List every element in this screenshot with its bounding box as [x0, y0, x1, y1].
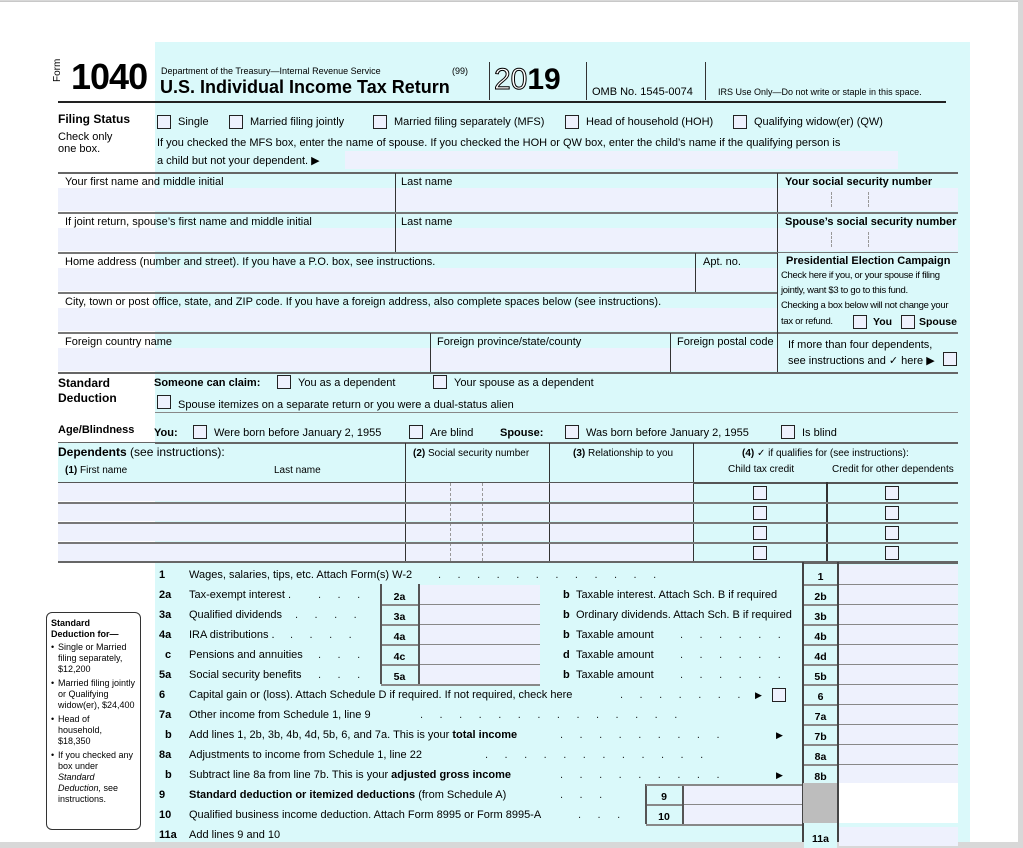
line-4b-box-label: 4b	[804, 628, 837, 646]
more-dependents-line1: If more than four dependents,	[788, 339, 933, 351]
dependents-col1-header	[65, 465, 127, 476]
standard-deduction-heading	[58, 376, 117, 406]
line-l10-number: 10	[159, 809, 172, 821]
desc-bold: Standard deduction or itemized deductions	[189, 789, 416, 801]
dependent-name-input[interactable]	[58, 523, 405, 541]
last-name-label: Last name	[401, 176, 453, 188]
col4-num: (4)	[742, 448, 755, 459]
line-1-box-label: 1	[804, 568, 837, 586]
leader-dots: . . . . . .	[680, 669, 781, 681]
leader-dots: . . . . . . . . .	[560, 769, 720, 781]
spouse-as-dependent-checkbox[interactable]	[433, 375, 447, 389]
line-l4a-number: 4a	[159, 629, 172, 641]
foreign-country-label: Foreign country name	[65, 336, 172, 348]
tax-year-bold: 19	[527, 63, 561, 96]
ssn-divider	[482, 543, 483, 561]
line-2b-box-label: 2b	[804, 588, 837, 606]
desc-text: Subtract line 8a from line 7b. This is your	[189, 769, 392, 781]
line-l2b-letter: b	[563, 589, 570, 601]
other-dependents-credit-header: Credit for other dependents	[832, 464, 954, 475]
col3-label: Relationship to you	[588, 448, 674, 459]
std-title-line2: Deduction	[58, 391, 117, 405]
leader-dots: . . . . . .	[680, 649, 781, 661]
leader-dots: . . . . . . . . . . . .	[485, 749, 704, 761]
line-l10-description: Qualified business income deduction. Attach Form 8995 or Form 8995-A	[189, 809, 542, 821]
foreign-country-input[interactable]	[58, 348, 430, 371]
married-separately-label: Married filing separately (MFS)	[394, 116, 545, 128]
sidebar-last-pre: If you checked any box under	[58, 750, 134, 771]
line-l9-number: 9	[159, 789, 166, 801]
line-1-amount-input[interactable]	[839, 565, 958, 584]
line-l3a-number: 3a	[159, 609, 172, 621]
line-l9-description	[189, 789, 506, 801]
dependents-col4-header	[742, 448, 909, 459]
spouse-itemizes-label: Spouse itemizes on a separate return or you were a dual-status alien	[178, 399, 514, 411]
you-as-dependent-checkbox[interactable]	[277, 375, 291, 389]
line-l6-description: Capital gain or (loss). Attach Schedule D if required. If not required, check here	[189, 689, 573, 701]
col4-label: ✓ if qualifies for (see instructions):	[757, 448, 909, 459]
line-4a-amount-input[interactable]	[419, 625, 540, 644]
dependent-ssn-input[interactable]	[406, 483, 549, 501]
spouse-first-name-label: If joint return, spouse’s first name and middle initial	[65, 216, 312, 228]
tax-year	[494, 62, 561, 98]
line-l5a-number: 5a	[159, 669, 172, 681]
col2-num: (2)	[413, 448, 426, 459]
line-l5a-description: Social security benefits	[189, 669, 302, 681]
line-l2a-number: 2a	[159, 589, 172, 601]
line-2a-box-label: 2a	[382, 588, 417, 606]
filing-status-instruction: If you checked the MFS box, enter the name of spouse. If you checked the HOH or QW box, enter the child’s name if the qualifying person is	[157, 137, 841, 149]
irs-use-only: IRS Use Only—Do not write or staple in this space.	[718, 87, 922, 97]
form-label: Form	[52, 58, 63, 82]
you-as-dependent-label: You as a dependent	[298, 377, 396, 389]
you-blind-label: Are blind	[430, 427, 474, 439]
mid-col-border	[380, 584, 382, 684]
qualifying-widow-checkbox[interactable]	[733, 115, 747, 129]
sidebar-title-line2: Deduction for—	[51, 629, 119, 639]
line-7b-box-label: 7b	[804, 728, 837, 746]
line-l4b-description: Taxable amount	[576, 629, 654, 641]
line-2a-amount-input[interactable]	[419, 585, 540, 604]
child-tax-credit-checkbox[interactable]	[753, 506, 767, 520]
line-8a-box-label: 8a	[804, 748, 837, 766]
campaign-spouse-checkbox[interactable]	[901, 315, 915, 329]
ssn-label: Your social security number	[785, 176, 933, 188]
you-blind-checkbox[interactable]	[409, 425, 423, 439]
line-l7a-description: Other income from Schedule 1, line 9	[189, 709, 371, 721]
arrow-icon: ▶	[755, 690, 762, 700]
age-blindness-heading: Age/Blindness	[58, 424, 135, 436]
single-label: Single	[178, 116, 209, 128]
sidebar-item-single: • Single or Married filing separately, $12,200	[51, 642, 136, 675]
campaign-line2: jointly, want $3 to go to this fund.	[781, 285, 908, 296]
line-l3a-description: Qualified dividends	[189, 609, 282, 621]
first-name-input[interactable]	[58, 188, 395, 211]
leader-dots: . . . .	[290, 629, 352, 641]
arrow-icon: ▶	[776, 730, 783, 740]
line-l2b-description: Taxable interest. Attach Sch. B if required	[576, 589, 778, 601]
line-l3b-description: Ordinary dividends. Attach Sch. B if required	[576, 609, 792, 621]
ssn-divider	[482, 483, 483, 501]
leader-dots: . . .	[560, 789, 603, 801]
child-tax-credit-checkbox[interactable]	[753, 486, 767, 500]
line-l4d-description: Taxable amount	[576, 649, 654, 661]
campaign-line4: tax or refund.	[781, 316, 833, 327]
qualifying-widow-label: Qualifying widow(er) (QW)	[754, 116, 883, 128]
ssn-divider	[450, 503, 451, 521]
married-jointly-label: Married filing jointly	[250, 116, 345, 128]
line-8b-box-label: 8b	[804, 768, 837, 786]
dependents-title-suffix: (see instructions):	[126, 445, 225, 459]
spouse-blind-label: Is blind	[802, 427, 837, 439]
row-divider	[646, 824, 802, 826]
line-l8b-number: b	[165, 769, 172, 781]
spouse-born-before-checkbox[interactable]	[565, 425, 579, 439]
line-l11a-number: 11a	[159, 829, 177, 841]
sidebar-item-hoh: • Head of household, $18,350	[51, 714, 136, 747]
standard-deduction-sidebar	[46, 612, 141, 830]
other-dependents-credit-checkbox[interactable]	[885, 506, 899, 520]
line-9-amount-input[interactable]	[683, 785, 802, 804]
single-checkbox[interactable]	[157, 115, 171, 129]
head-of-household-checkbox[interactable]	[565, 115, 579, 129]
first-name-label: Your first name and middle initial	[65, 176, 224, 188]
leader-dots: . . . . . . . . . . . . . .	[420, 709, 678, 721]
dependents-col2-header	[413, 448, 529, 459]
sidebar-title	[51, 618, 136, 640]
filing-status-heading: Filing Status	[58, 112, 130, 126]
head-of-household-label: Head of household (HOH)	[586, 116, 714, 128]
spouse-ssn-label: Spouse’s social security number	[785, 216, 957, 228]
campaign-you-label: You	[873, 316, 893, 328]
apt-no-label: Apt. no.	[703, 256, 741, 268]
desc-text: Add lines 1, 2b, 3b, 4b, 4d, 5b, 6, and 7a. This is your	[189, 729, 453, 741]
dependents-title: Dependents	[58, 445, 127, 459]
line-5b-amount-input[interactable]	[839, 665, 958, 684]
line-l1-number: 1	[159, 569, 166, 581]
col1-first: First name	[80, 465, 128, 476]
col1-num: (1)	[65, 465, 78, 476]
line-l4d-letter: d	[563, 649, 570, 661]
ssn-divider	[450, 543, 451, 561]
child-tax-credit-checkbox[interactable]	[753, 546, 767, 560]
other-dependents-credit-checkbox[interactable]	[885, 526, 899, 540]
campaign-line3: Checking a box below will not change your	[781, 300, 949, 311]
line-l4c-description: Pensions and annuities	[189, 649, 303, 661]
blank-right-area	[839, 783, 958, 823]
line-4b-amount-input[interactable]	[839, 625, 958, 644]
line-4d-box-label: 4d	[804, 648, 837, 666]
dependents-heading	[58, 445, 225, 459]
age-you-label: You:	[154, 427, 178, 439]
line-5a-box-label: 5a	[382, 668, 417, 686]
line-8a-amount-input[interactable]	[839, 745, 958, 764]
more-dependents-line2: see instructions and ✓ here ▶	[788, 355, 935, 367]
std-title-line1: Standard	[58, 376, 111, 390]
line-l4a-description: IRA distributions .	[189, 629, 275, 641]
spouse-as-dependent-label: Your spouse as a dependent	[454, 377, 594, 389]
line-11a-box-label: 11a	[804, 830, 837, 848]
spouse-itemizes-checkbox[interactable]	[157, 395, 171, 409]
you-born-before-label: Were born before January 2, 1955	[214, 427, 382, 439]
foreign-postal-label: Foreign postal code	[677, 336, 774, 348]
col3-num: (3)	[573, 448, 586, 459]
line-l7a-number: 7a	[159, 709, 172, 721]
desc-bold: total income	[452, 729, 518, 741]
leader-dots: . . . .	[295, 609, 357, 621]
form-page	[0, 1, 1018, 845]
arrow-icon: ▶	[776, 770, 783, 780]
married-separately-checkbox[interactable]	[373, 115, 387, 129]
age-spouse-label: Spouse:	[500, 427, 544, 439]
sidebar-last-post: see instructions.	[58, 783, 119, 804]
capital-gain-checkbox[interactable]	[772, 688, 786, 702]
ssn-divider	[482, 503, 483, 521]
sidebar-title-line1: Standard	[51, 618, 91, 628]
city-input[interactable]	[58, 308, 777, 331]
filing-status-instruction-2: a child but not your dependent. ▶	[157, 155, 320, 167]
leader-dots: . . .	[578, 809, 621, 821]
line-3a-amount-input[interactable]	[419, 605, 540, 624]
omb-number: OMB No. 1545-0074	[592, 86, 693, 98]
form-number: 1040	[71, 56, 148, 97]
shaded-box	[803, 783, 837, 823]
form-title: U.S. Individual Income Tax Return	[160, 77, 450, 97]
row-divider	[58, 502, 958, 504]
ssn-divider	[482, 523, 483, 541]
last-name-input[interactable]	[396, 188, 777, 211]
line-6-box-label: 6	[804, 688, 837, 706]
line-5a-amount-input[interactable]	[419, 665, 540, 684]
other-dependents-credit-checkbox[interactable]	[885, 486, 899, 500]
line-10-amount-input[interactable]	[683, 805, 802, 824]
married-jointly-checkbox[interactable]	[229, 115, 243, 129]
line-l8b-description	[189, 769, 511, 781]
row-divider	[58, 522, 958, 524]
you-born-before-checkbox[interactable]	[193, 425, 207, 439]
spouse-or-child-name-input[interactable]	[345, 151, 898, 169]
child-tax-credit-header: Child tax credit	[728, 464, 795, 475]
dependents-col1-last-header: Last name	[274, 465, 321, 476]
other-dependents-credit-checkbox[interactable]	[885, 546, 899, 560]
desc-text: (from Schedule A)	[415, 789, 507, 801]
spouse-first-name-input[interactable]	[58, 228, 395, 251]
dependent-name-input[interactable]	[58, 483, 405, 501]
line-4d-amount-input[interactable]	[839, 645, 958, 664]
spouse-last-name-input[interactable]	[396, 228, 777, 251]
line-9-box-label: 9	[647, 788, 681, 806]
line-4a-box-label: 4a	[382, 628, 417, 646]
line-10-box-label: 10	[647, 808, 681, 826]
box-border	[682, 784, 684, 824]
row-divider	[803, 562, 958, 564]
ssn-divider	[450, 483, 451, 501]
line-l5b-description: Taxable amount	[576, 669, 654, 681]
city-label: City, town or post office, state, and ZIP code. If you have a foreign address, also complete spaces below (see instructions).	[65, 296, 662, 308]
leader-dots: . . .	[318, 669, 361, 681]
row-divider	[646, 784, 802, 786]
spouse-born-before-label: Was born before January 2, 1955	[586, 427, 749, 439]
leader-dots: . . . . . .	[680, 629, 781, 641]
spouse-blind-checkbox[interactable]	[781, 425, 795, 439]
line-4c-amount-input[interactable]	[419, 645, 540, 664]
sidebar-last-italic: Standard Deduction,	[58, 772, 102, 793]
dependent-relationship-input[interactable]	[550, 503, 693, 521]
leader-dots: . . .	[318, 589, 361, 601]
campaign-title: Presidential Election Campaign	[786, 255, 951, 267]
line-5b-box-label: 5b	[804, 668, 837, 686]
spouse-last-name-label: Last name	[401, 216, 453, 228]
line-6-amount-input[interactable]	[839, 685, 958, 704]
row-divider	[381, 684, 540, 686]
dependent-relationship-input[interactable]	[550, 543, 693, 561]
foreign-postal-input[interactable]	[671, 348, 777, 371]
line-l5b-letter: b	[563, 669, 570, 681]
subtitle-line2: one box.	[58, 143, 101, 155]
campaign-you-checkbox[interactable]	[853, 315, 867, 329]
row-divider	[58, 542, 958, 544]
apt-no-input[interactable]	[696, 268, 777, 291]
home-address-input[interactable]	[58, 268, 695, 291]
line-7a-box-label: 7a	[804, 708, 837, 726]
line-l7b-description	[189, 729, 517, 741]
line-l8a-number: 8a	[159, 749, 172, 761]
filing-status-subtitle	[58, 131, 112, 155]
mid-col-border	[418, 584, 420, 684]
box-border	[645, 784, 647, 824]
leader-dots: . . . . . . . . .	[560, 729, 720, 741]
campaign-line1: Check here if you, or your spouse if filing	[781, 270, 940, 281]
someone-can-claim-label: Someone can claim:	[154, 377, 261, 389]
line-11a-amount-input[interactable]	[839, 827, 958, 846]
form-code: (99)	[452, 66, 469, 76]
leader-dots: . . . . . . .	[620, 689, 741, 701]
dependent-ssn-input[interactable]	[406, 523, 549, 541]
line-l8a-description: Adjustments to income from Schedule 1, line 22	[189, 749, 422, 761]
line-7b-amount-input[interactable]	[839, 725, 958, 744]
line-l3b-letter: b	[563, 609, 570, 621]
foreign-province-label: Foreign province/state/county	[437, 336, 582, 348]
line-4c-box-label: 4c	[382, 648, 417, 666]
line-7a-amount-input[interactable]	[839, 705, 958, 724]
col2-label: Social security number	[428, 448, 530, 459]
subtitle-line1: Check only	[58, 131, 113, 143]
sidebar-item-checked	[51, 750, 136, 805]
desc-bold: adjusted gross income	[391, 769, 511, 781]
department-label: Department of the Treasury—Internal Revenue Service	[161, 66, 381, 76]
campaign-spouse-label: Spouse	[919, 316, 957, 328]
home-address-label: Home address (number and street). If you have a P.O. box, see instructions.	[65, 256, 436, 268]
line-l1-description: Wages, salaries, tips, etc. Attach Form(s) W-2	[189, 569, 413, 581]
line-l7b-number: b	[165, 729, 172, 741]
line-2b-amount-input[interactable]	[839, 585, 958, 604]
dependent-relationship-input[interactable]	[550, 523, 693, 541]
tax-year-outline: 20	[494, 63, 528, 96]
line-8b-amount-input[interactable]	[839, 765, 958, 784]
line-l2a-description: Tax-exempt interest .	[189, 589, 292, 601]
dependent-name-input[interactable]	[58, 503, 405, 521]
line-3a-box-label: 3a	[382, 608, 417, 626]
leader-dots: . . . . . . . . . . . .	[438, 569, 657, 581]
ssn-divider	[450, 523, 451, 541]
line-l4c-number: c	[165, 649, 172, 661]
line-l11a-description: Add lines 9 and 10	[189, 829, 281, 841]
dependent-name-input[interactable]	[58, 543, 405, 561]
line-l4b-letter: b	[563, 629, 570, 641]
dependent-ssn-input[interactable]	[406, 543, 549, 561]
sidebar-item-joint: • Married filing jointly or Qualifying widow(er), $24,400	[51, 678, 136, 711]
foreign-province-input[interactable]	[431, 348, 670, 371]
dependent-ssn-input[interactable]	[406, 503, 549, 521]
more-dependents-checkbox[interactable]	[943, 352, 957, 366]
dependents-col3-header	[573, 448, 673, 459]
line-3b-amount-input[interactable]	[839, 605, 958, 624]
line-3b-box-label: 3b	[804, 608, 837, 626]
leader-dots: . . .	[318, 649, 361, 661]
dependent-relationship-input[interactable]	[550, 483, 693, 501]
line-l6-number: 6	[159, 689, 166, 701]
child-tax-credit-checkbox[interactable]	[753, 526, 767, 540]
